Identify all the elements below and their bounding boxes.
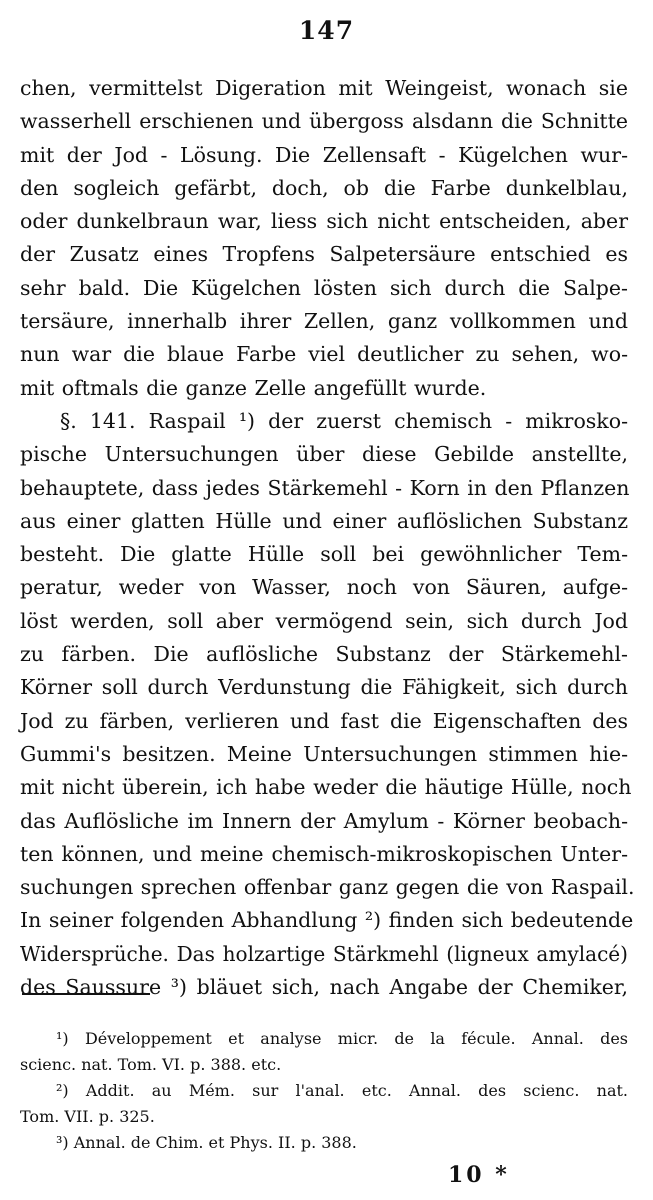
text-line: ten können, und meine chemisch-mikroskopischen Unter- bbox=[20, 841, 628, 866]
text-line: Gummi's besitzen. Meine Untersuchungen stimmen hie- bbox=[20, 741, 628, 766]
text-line: Jod zu färben, verlieren und fast die Eigenschaften des bbox=[20, 708, 628, 733]
text-line: das Auflösliche im Innern der Amylum - Körner beobach- bbox=[20, 808, 628, 833]
text-line: Widersprüche. Das holzartige Stärkmehl (ligneux amylacé) bbox=[20, 941, 628, 966]
text-line: suchungen sprechen offenbar ganz gegen die von Raspail. bbox=[20, 875, 635, 900]
text-line: des Saussure ³) bläuet sich, nach Angabe der Chemiker, bbox=[20, 975, 628, 1000]
page-number: 147 bbox=[298, 16, 355, 45]
text-line: zu färben. Die auflösliche Substanz der Stärkemehl- bbox=[20, 642, 628, 667]
paragraph-end-line: mit oftmals die ganze Zelle angefüllt wurde. bbox=[20, 375, 487, 400]
text-line: wasserhell erschienen und übergoss alsdann die Schnitte bbox=[20, 109, 628, 134]
text-line: sehr bald. Die Kügelchen lösten sich durch die Salpe- bbox=[20, 275, 628, 300]
text-line: Körner soll durch Verdunstung die Fähigkeit, sich durch bbox=[20, 675, 628, 700]
text-line: aus einer glatten Hülle und einer auflöslichen Substanz bbox=[20, 508, 628, 533]
footnote-2: ²) Addit. au Mém. sur l'anal. etc. Annal. des scienc. nat. bbox=[56, 1081, 628, 1100]
text-line: mit der Jod - Lösung. Die Zellensaft - Kügelchen wur- bbox=[20, 142, 628, 167]
text-line: den sogleich gefärbt, doch, ob die Farbe dunkelblau, bbox=[20, 175, 628, 200]
text-line: tersäure, innerhalb ihrer Zellen, ganz vollkommen und bbox=[20, 309, 628, 334]
section-141-first-line: §. 141. Raspail ¹) der zuerst chemisch - mikrosko- bbox=[60, 408, 628, 433]
text-line: pische Untersuchungen über diese Gebilde anstellte, bbox=[20, 442, 628, 467]
text-line: löst werden, soll aber vermögend sein, sich durch Jod bbox=[20, 608, 628, 633]
footnotes bbox=[20, 1026, 628, 1156]
text-line: nun war die blaue Farbe viel deutlicher zu sehen, wo- bbox=[20, 342, 628, 367]
text-line: mit nicht überein, ich habe weder die häutige Hülle, noch bbox=[20, 775, 632, 800]
text-line: der Zusatz eines Tropfens Salpetersäure entschied es bbox=[20, 242, 628, 267]
footnote-1: ¹) Développement et analyse micr. de la fécule. Annal. des bbox=[56, 1029, 628, 1048]
text-line: chen, vermittelst Digeration mit Weingeist, wonach sie bbox=[20, 76, 628, 100]
footnote-divider bbox=[22, 993, 150, 995]
footnote-1-continued: scienc. nat. Tom. VI. p. 388. etc. bbox=[20, 1055, 282, 1074]
signature-mark: 10 * bbox=[448, 1162, 510, 1188]
text-line: oder dunkelbraun war, liess sich nicht entscheiden, aber bbox=[20, 209, 628, 234]
text-line: peratur, weder von Wasser, noch von Säuren, aufge- bbox=[20, 575, 628, 600]
text-line: behauptete, dass jedes Stärkemehl - Korn in den Pflanzen bbox=[20, 475, 630, 500]
text-line: besteht. Die glatte Hülle soll bei gewöhnlicher Tem- bbox=[20, 542, 628, 567]
footnote-3: ³) Annal. de Chim. et Phys. II. p. 388. bbox=[56, 1133, 357, 1152]
text-line: In seiner folgenden Abhandlung ²) finden sich bedeutende bbox=[20, 908, 634, 933]
footnote-2-continued: Tom. VII. p. 325. bbox=[20, 1107, 155, 1126]
body-text bbox=[20, 72, 635, 1004]
